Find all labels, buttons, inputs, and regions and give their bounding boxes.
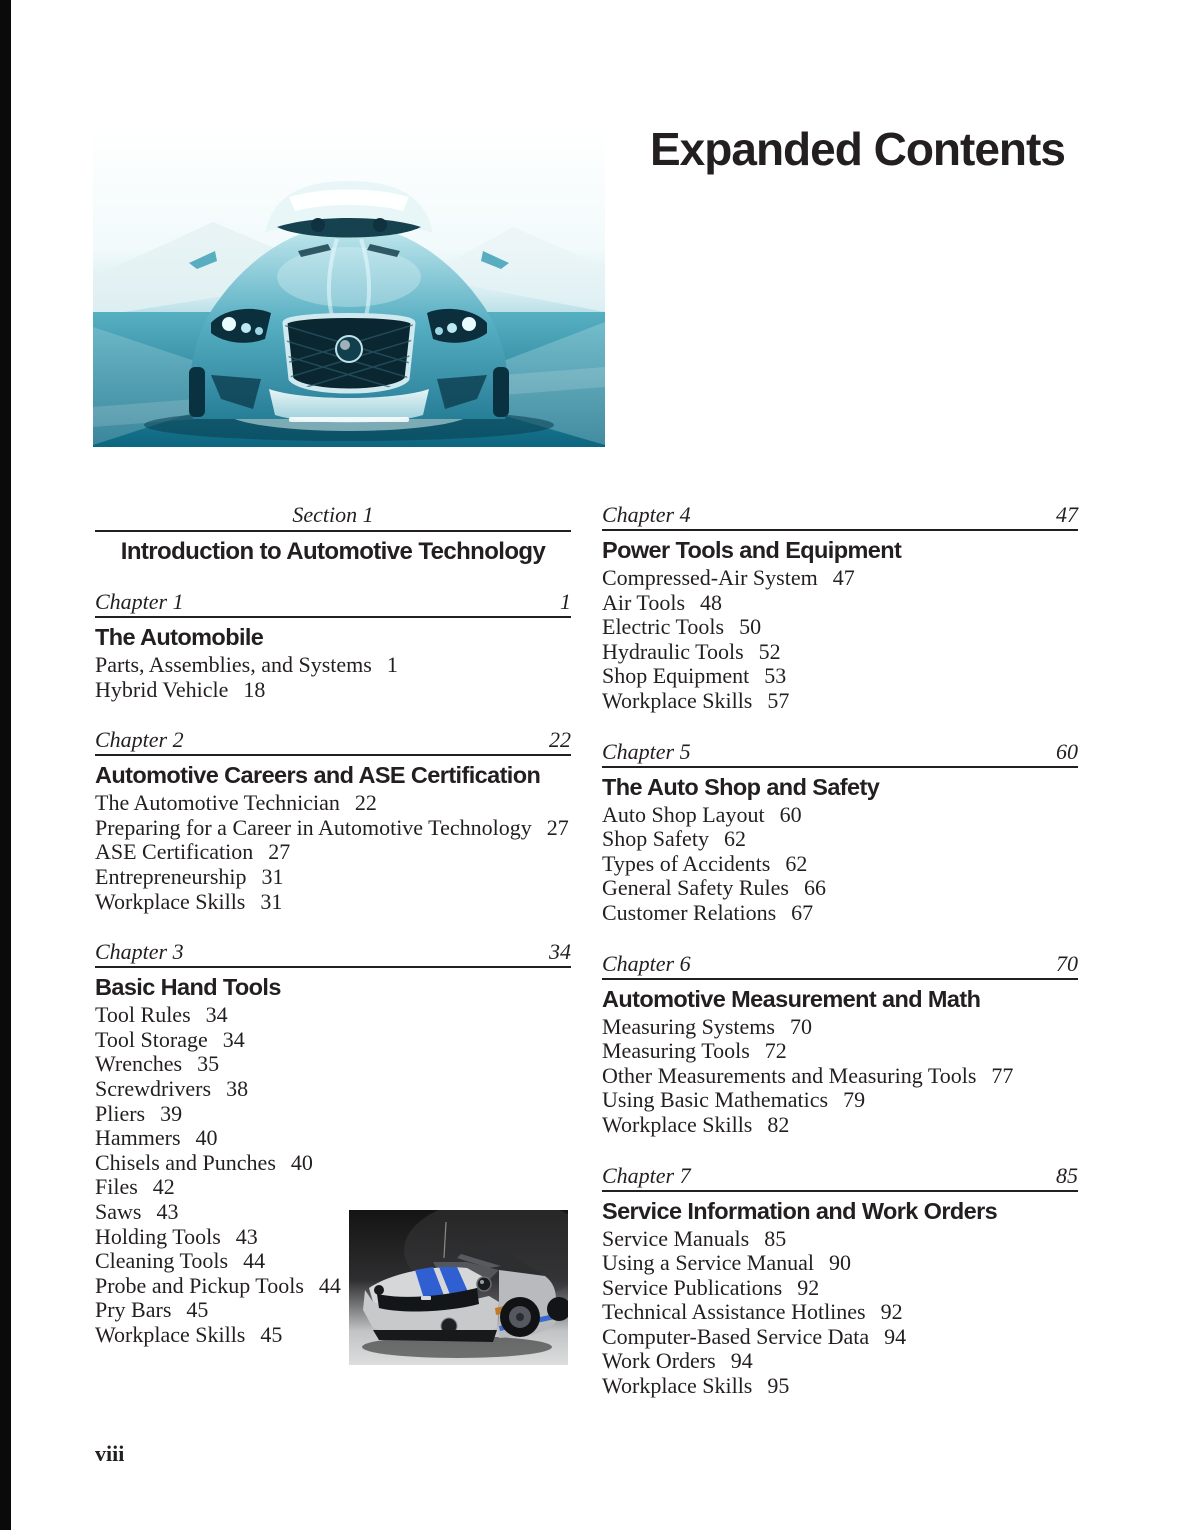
toc-entry	[95, 653, 571, 678]
chapter-block	[95, 728, 571, 914]
toc-entry-page: 40	[290, 1149, 313, 1175]
toc-entry-label: Service Manuals	[602, 1225, 750, 1251]
toc-entry	[602, 1374, 1078, 1399]
toc-entry	[95, 1126, 571, 1151]
chapter-entries	[602, 1015, 1078, 1138]
chapter-block	[95, 590, 571, 702]
toc-entry-page: 43	[235, 1223, 258, 1249]
right-chapter-list	[602, 503, 1078, 1399]
toc-entry-page: 95	[767, 1373, 790, 1399]
toc-entry-label: Tool Rules	[95, 1002, 191, 1028]
toc-entry-label: Measuring Tools	[602, 1038, 750, 1064]
chapter-entries	[602, 803, 1078, 926]
toc-entry-label: Files	[95, 1174, 138, 1200]
chapter-rule-line	[95, 940, 571, 968]
toc-entry-page: 45	[260, 1321, 283, 1347]
chapter-entries	[95, 791, 571, 914]
chapter-rule-line	[602, 952, 1078, 980]
toc-entry	[95, 840, 571, 865]
toc-entry-page: 42	[152, 1174, 175, 1200]
chapter-block	[602, 503, 1078, 714]
toc-entry-page: 94	[884, 1323, 907, 1349]
toc-entry-page: 34	[205, 1002, 228, 1028]
toc-entry-page: 27	[546, 814, 569, 840]
chapter-label: Chapter 3	[95, 939, 184, 965]
chapter-block	[602, 952, 1078, 1138]
toc-entry	[95, 1102, 571, 1127]
toc-entry-label: Screwdrivers	[95, 1075, 212, 1101]
chapter-block	[602, 740, 1078, 926]
toc-entry	[95, 1151, 571, 1176]
toc-entry-label: Shop Equipment	[602, 663, 750, 689]
toc-entry	[95, 678, 571, 703]
page-left-edge-bar	[0, 0, 11, 1530]
toc-entry-page: 38	[226, 1075, 249, 1101]
chapter-entries	[602, 566, 1078, 714]
toc-entry-page: 18	[243, 676, 266, 702]
chapter-block	[602, 1164, 1078, 1399]
toc-entry	[602, 1088, 1078, 1113]
toc-entry-page: 1	[386, 652, 398, 677]
toc-entry-page: 47	[832, 565, 855, 590]
chapter-start-page: 1	[560, 589, 571, 614]
toc-entry-page: 60	[779, 801, 802, 827]
toc-entry-label: Cleaning Tools	[95, 1248, 229, 1274]
toc-entry	[602, 689, 1078, 714]
toc-entry	[602, 901, 1078, 926]
toc-entry	[602, 1064, 1078, 1089]
toc-entry-label: Hydraulic Tools	[602, 638, 744, 664]
toc-entry-label: Saws	[95, 1198, 142, 1224]
chapter-entries	[602, 1227, 1078, 1399]
toc-entry	[602, 1349, 1078, 1374]
chapter-title: Service Information and Work Orders	[602, 1197, 998, 1224]
toc-entry-page: 62	[723, 826, 746, 852]
toc-entry-page: 53	[764, 663, 787, 689]
chapter-start-page: 60	[1056, 738, 1078, 764]
toc-entry-page: 94	[730, 1348, 753, 1374]
chapter-start-page: 70	[1056, 950, 1078, 976]
chapter-start-page: 85	[1056, 1162, 1078, 1188]
toc-entry	[602, 803, 1078, 828]
chapter-rule-line	[95, 590, 571, 618]
toc-entry	[602, 1039, 1078, 1064]
toc-entry	[95, 865, 571, 890]
toc-entry	[95, 1077, 571, 1102]
car-headlight	[477, 1277, 491, 1291]
concept-car-photo	[93, 127, 605, 447]
toc-entry-page: 62	[785, 850, 808, 876]
toc-entry-label: Workplace Skills	[602, 1111, 753, 1137]
toc-entry-page: 44	[318, 1272, 341, 1298]
chapter-start-page: 22	[549, 727, 571, 753]
toc-entry-page: 77	[991, 1062, 1014, 1088]
toc-entry-label: Service Publications	[602, 1274, 783, 1300]
contents-right-column	[602, 503, 1078, 1399]
toc-entry	[602, 1276, 1078, 1301]
toc-entry-label: General Safety Rules	[602, 875, 789, 901]
toc-entry-page: 79	[843, 1087, 866, 1113]
toc-entry-page: 31	[260, 888, 283, 914]
toc-entry-label: Chisels and Punches	[95, 1149, 276, 1175]
section-heading	[95, 503, 571, 564]
toc-entry-label: Electric Tools	[602, 614, 725, 640]
chapter-title: The Auto Shop and Safety	[602, 773, 880, 800]
toc-entry-label: Workplace Skills	[95, 888, 246, 914]
toc-entry-page: 44	[243, 1248, 266, 1274]
toc-entry	[95, 1175, 571, 1200]
chapter-label: Chapter 5	[602, 738, 691, 764]
toc-entry-page: 66	[803, 875, 826, 901]
toc-entry-page: 92	[880, 1299, 903, 1325]
toc-entry-label: Hammers	[95, 1125, 181, 1151]
toc-entry-page: 22	[354, 790, 377, 816]
toc-entry	[602, 852, 1078, 877]
toc-entry	[602, 664, 1078, 689]
toc-entry	[602, 1325, 1078, 1350]
toc-entry	[95, 890, 571, 915]
toc-entry-page: 82	[767, 1111, 790, 1137]
toc-entry-label: Preparing for a Career in Automotive Technology	[95, 814, 532, 840]
toc-entry	[602, 1227, 1078, 1252]
concept-car-illustration	[93, 127, 605, 447]
chapter-rule-line	[602, 503, 1078, 531]
toc-entry-label: Shop Safety	[602, 826, 709, 852]
toc-entry	[602, 566, 1078, 591]
toc-entry-page: 31	[261, 863, 284, 889]
toc-entry	[602, 640, 1078, 665]
toc-entry-label: Hybrid Vehicle	[95, 676, 229, 702]
toc-entry	[95, 1003, 571, 1028]
toc-entry	[602, 615, 1078, 640]
toc-entry-label: Technical Assistance Hotlines	[602, 1299, 866, 1325]
chapter-entries	[95, 653, 571, 702]
toc-entry	[602, 876, 1078, 901]
toc-entry-page: 27	[268, 839, 291, 865]
section-title: Introduction to Automotive Technology	[120, 538, 546, 565]
toc-entry-page: 35	[197, 1051, 220, 1077]
toc-entry	[602, 1251, 1078, 1276]
muscle-car-photo	[349, 1210, 568, 1365]
toc-entry-label: Workplace Skills	[602, 687, 753, 713]
toc-entry	[602, 1300, 1078, 1325]
toc-entry	[602, 591, 1078, 616]
toc-entry-page: 43	[156, 1198, 179, 1224]
toc-entry-label: Workplace Skills	[95, 1321, 246, 1347]
muscle-car-illustration	[349, 1210, 568, 1365]
toc-entry-page: 45	[186, 1297, 209, 1323]
chapter-start-page: 47	[1056, 502, 1078, 527]
toc-entry	[602, 1113, 1078, 1138]
toc-entry-page: 40	[195, 1125, 218, 1151]
chapter-label: Chapter 1	[95, 589, 184, 614]
chapter-title: Power Tools and Equipment	[602, 537, 902, 563]
chapter-title: Automotive Careers and ASE Certification	[95, 762, 541, 789]
toc-entry	[602, 1015, 1078, 1040]
toc-entry-label: Air Tools	[602, 589, 686, 615]
toc-entry-page: 57	[767, 687, 790, 713]
toc-entry-label: Work Orders	[602, 1348, 716, 1374]
toc-entry-page: 90	[829, 1250, 851, 1276]
toc-entry-page: 34	[222, 1026, 245, 1052]
toc-entry	[95, 791, 571, 816]
toc-entry-label: Auto Shop Layout	[602, 801, 765, 827]
page-number: viii	[95, 1441, 125, 1466]
car-badge	[336, 336, 362, 362]
toc-entry-label: Pry Bars	[95, 1297, 172, 1323]
chapter-rule-line	[602, 1164, 1078, 1192]
toc-entry-label: Parts, Assemblies, and Systems	[95, 652, 372, 677]
toc-entry-label: Wrenches	[95, 1051, 183, 1077]
chapter-rule-line	[602, 740, 1078, 768]
chapter-title: Automotive Measurement and Math	[602, 985, 981, 1012]
toc-entry-label: Holding Tools	[95, 1223, 221, 1249]
toc-entry-page: 92	[797, 1274, 820, 1300]
toc-entry-label: ASE Certification	[95, 839, 254, 865]
toc-entry-label: Customer Relations	[602, 899, 777, 925]
chapter-title: The Automobile	[95, 624, 264, 650]
toc-entry	[95, 1028, 571, 1053]
toc-entry-label: Measuring Systems	[602, 1013, 775, 1039]
toc-entry-label: Compressed-Air System	[602, 565, 818, 590]
chapter-title: Basic Hand Tools	[95, 974, 281, 1001]
toc-entry-page: 48	[700, 589, 723, 615]
toc-entry-label: Computer-Based Service Data	[602, 1323, 870, 1349]
toc-entry-page: 70	[789, 1013, 812, 1039]
toc-entry-page: 85	[764, 1225, 787, 1251]
toc-entry	[95, 816, 571, 841]
toc-entry-label: Probe and Pickup Tools	[95, 1272, 304, 1298]
chapter-label: Chapter 6	[602, 950, 691, 976]
page-title: Expanded Contents	[650, 123, 1065, 175]
toc-entry-label: Pliers	[95, 1100, 146, 1126]
toc-entry-label: Using Basic Mathematics	[602, 1087, 829, 1113]
chapter-label: Chapter 2	[95, 727, 184, 753]
toc-entry-page: 67	[791, 899, 814, 925]
toc-entry-label: Other Measurements and Measuring Tools	[602, 1062, 977, 1088]
section-label: Section 1	[95, 503, 571, 532]
chapter-start-page: 34	[549, 939, 571, 965]
chapter-label: Chapter 7	[602, 1162, 691, 1188]
toc-entry-label: Entrepreneurship	[95, 863, 247, 889]
toc-entry-label: The Automotive Technician	[95, 790, 340, 816]
toc-entry	[602, 827, 1078, 852]
toc-entry-page: 39	[160, 1100, 183, 1126]
toc-entry-page: 50	[739, 614, 762, 640]
chapter-label: Chapter 4	[602, 502, 691, 527]
toc-entry-page: 72	[764, 1038, 787, 1064]
toc-entry-label: Tool Storage	[95, 1026, 208, 1052]
toc-entry-page: 52	[758, 638, 781, 664]
toc-entry-label: Types of Accidents	[602, 850, 771, 876]
chapter-rule-line	[95, 728, 571, 756]
toc-entry	[95, 1052, 571, 1077]
toc-entry-label: Using a Service Manual	[602, 1250, 814, 1276]
toc-entry-label: Workplace Skills	[602, 1373, 753, 1399]
